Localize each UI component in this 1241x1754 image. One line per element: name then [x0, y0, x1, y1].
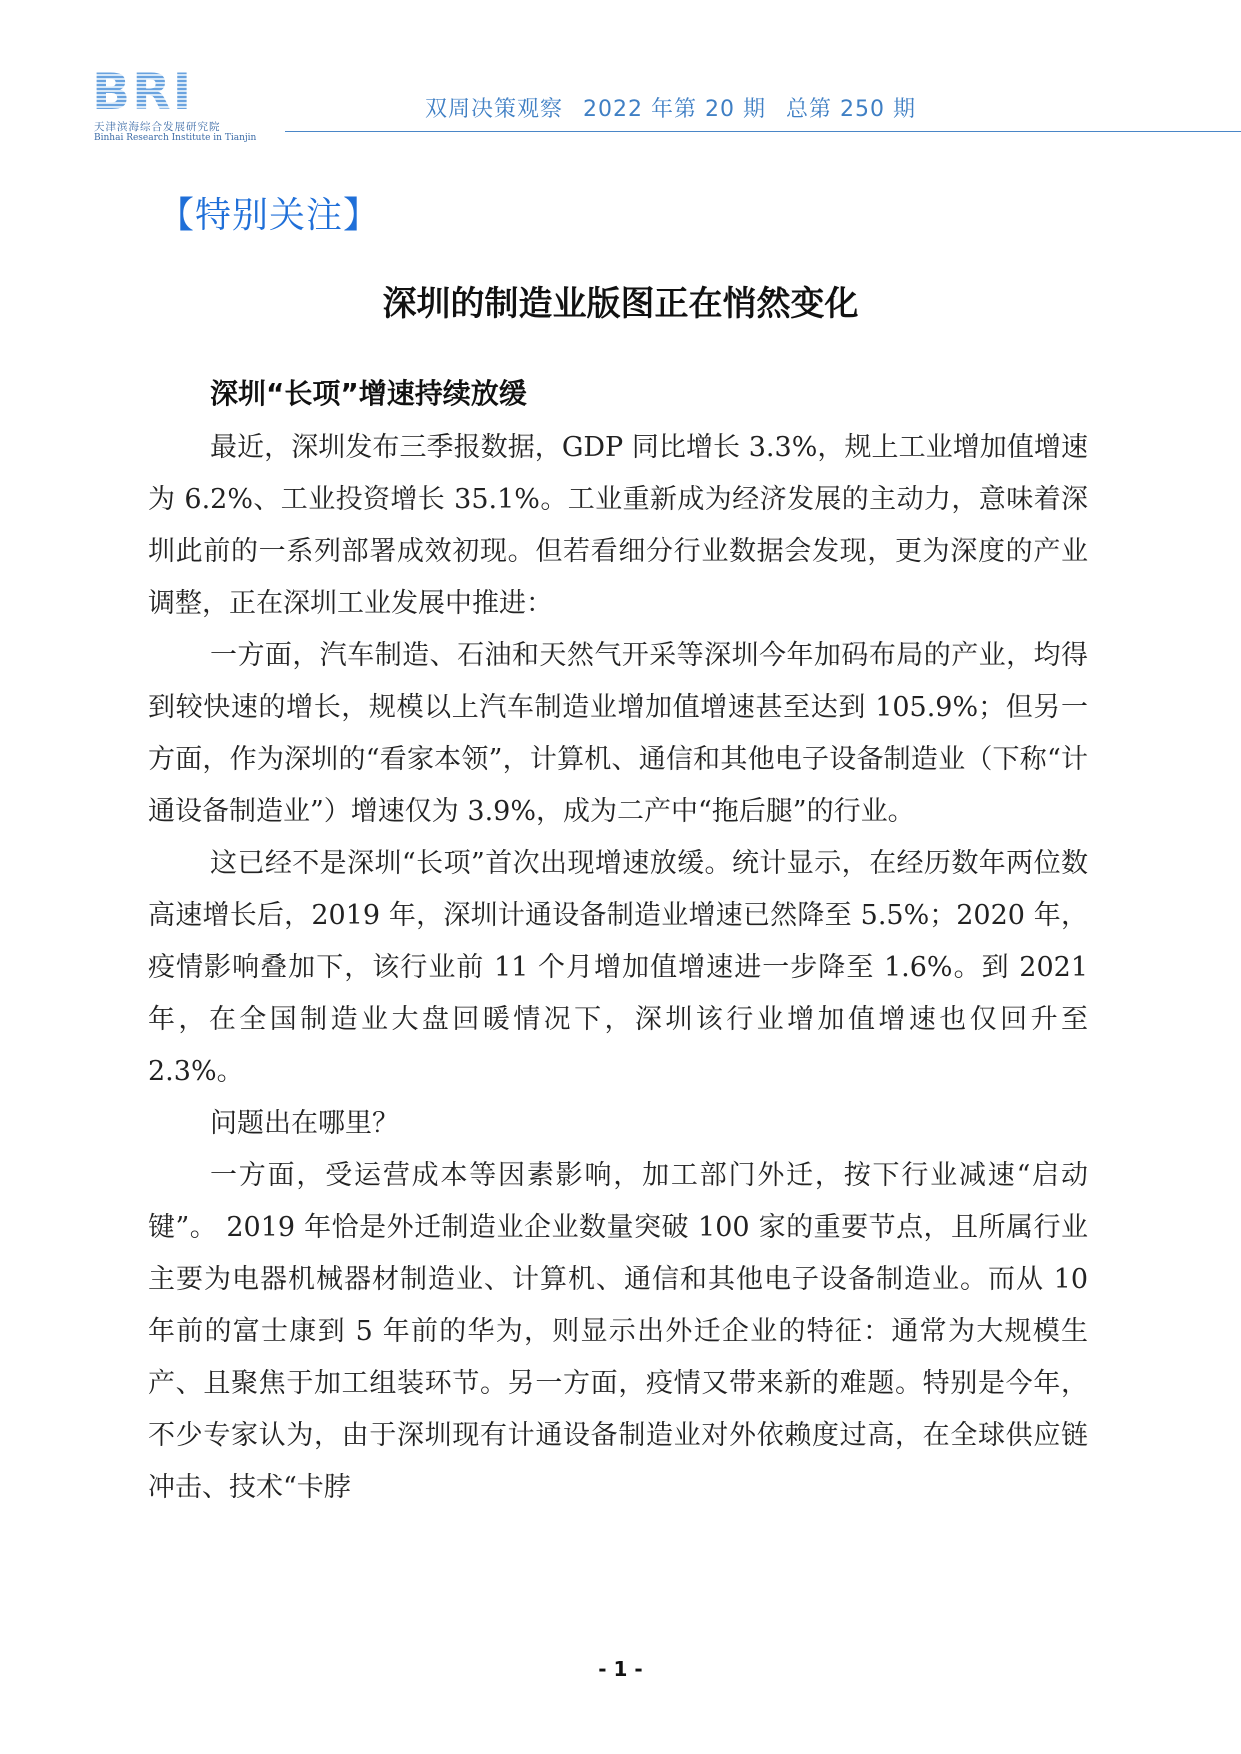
paragraph: 一方面，汽车制造、石油和天然气开采等深圳今年加码布局的产业，均得到较快速的增长，规模以上汽车制造业增加值增速甚至达到 105.9%；但另一方面，作为深圳的“看家本领”，计算机、通信和其他电子设备制造业（下称“计通设备制造业”）增速仅为 3.9%，成为二产中“拖后腿”的行业。: [148, 640, 1088, 827]
page-header: [0, 0, 1241, 150]
paragraph: 最近，深圳发布三季报数据，GDP 同比增长 3.3%，规上工业增加值增速为 6.2%、工业投资增长 35.1%。工业重新成为经济发展的主动力，意味着深圳此前的一系列部署成效初现。但若看细分行业数据会发现，更为深度的产业调整，正在深圳工业发展中推进：: [148, 432, 1088, 619]
paragraph: 一方面，受运营成本等因素影响，加工部门外迁，按下行业减速“启动键”。 2019 年恰是外迁制造业企业数量突破 100 家的重要节点，且所属行业主要为电器机械器材制造业、计算机、通信和其他电子设备制造业。而从 10 年前的富士康到 5 年前的华为，则显示出外迁企业的特征：通常为大规模生产、且聚焦于加工组装环节。另一方面，疫情又带来新的难题。特别是今年，不少专家认为，由于深圳现有计通设备制造业对外依赖度过高，在全球供应链冲击、技术“卡脖: [148, 1160, 1088, 1503]
logo-chinese-name: 天津滨海综合发展研究院: [94, 121, 221, 133]
page-number: - 1 -: [598, 1657, 643, 1681]
article-title: 深圳的制造业版图正在悄然变化: [382, 284, 859, 324]
bri-logo: [92, 63, 282, 148]
issue-number: 2022 年第 20 期: [583, 97, 766, 122]
article-subheading: 深圳“长项”增速持续放缓: [210, 377, 527, 410]
article-body: [148, 366, 1088, 1514]
issue-info: [425, 92, 936, 123]
section-tag: 【特别关注】: [158, 195, 381, 236]
paragraph: 问题出在哪里？: [210, 1108, 399, 1139]
total-issue-number: 总第 250 期: [785, 97, 916, 122]
paragraph: 这已经不是深圳“长项”首次出现增速放缓。统计显示，在经历数年两位数高速增长后，2019 年，深圳计通设备制造业增速已然降至 5.5%；2020 年，疫情影响叠加下，该行业前 11 个月增加值增速进一步降至 1.6%。到 2021 年，在全国制造业大盘回暖情况下，深圳该行业增加值增速也仅回升至 2.3%。: [148, 848, 1088, 1087]
logo-mark: [92, 63, 278, 121]
logo-english-name: Binhai Research Institute in Tianjin: [94, 133, 257, 143]
publication-name: 双周决策观察: [425, 97, 564, 122]
header-rule: [285, 131, 1241, 132]
logo-text: BRI: [92, 63, 194, 121]
